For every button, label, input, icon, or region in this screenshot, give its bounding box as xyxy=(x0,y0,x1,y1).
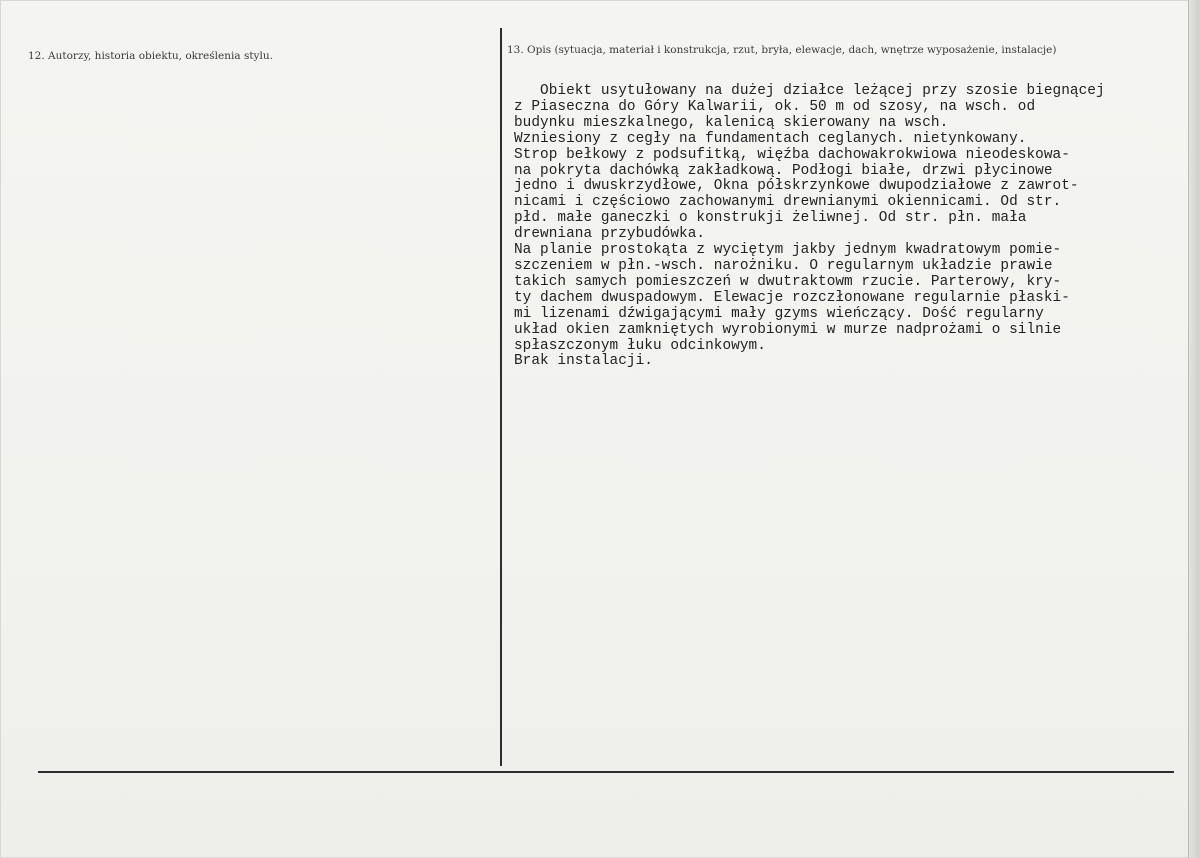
bottom-rule xyxy=(38,771,1174,773)
column-divider xyxy=(500,28,502,766)
section-13-label: 13. Opis (sytuacja, materiał i konstrukcja, rzut, bryła, elewacje, dach, wnętrze wyposażenie, instalacje) xyxy=(507,44,1057,56)
section-13-description-text: Obiekt usytułowany na dużej działce leżącej przy szosie biegnącej z Piaseczna do Góry Kalwarii, ok. 50 m od szosy, na wsch. od budynku mieszkalnego, kalenicą skierowany na wsch. Wzniesiony z cegły na fundamentach ceglanych. nietynkowany. Strop bełkowy z podsufitką, więźba dachowakrokwiowa nieodeskowa- na pokryta dachówką zakładkową. Podłogi białe, drzwi płycinowe jedno i dwuskrzydłowe, Okna półskrzynkowe dwupodziałowe z zawrot- nicami i częściowo zachowanymi drewnianymi okiennicami. Od str. płd. małe ganeczki o konstrukji żeliwnej. Od str. płn. mała drewniana przybudówka. Na planie prostokąta z wyciętym jakby jednym kwadratowym pomie- szczeniem w płn.-wsch. narożniku. O regularnym układzie prawie takich samych pomieszczeń w dwutraktowm rzucie. Parterowy, kry- ty dachem dwuspadowym. Elewacje rozczłonowane regularnie płaski- mi lizenami dźwigającymi mały gzyms wieńczący. Dość regularny układ okien zamkniętych wyrobionymi w murze nadprożami o silnie spłaszczonym łuku odcinkowym. Brak instalacji. xyxy=(514,83,1105,370)
section-12-label: 12. Autorzy, historia obiektu, określenia stylu. xyxy=(28,50,273,62)
